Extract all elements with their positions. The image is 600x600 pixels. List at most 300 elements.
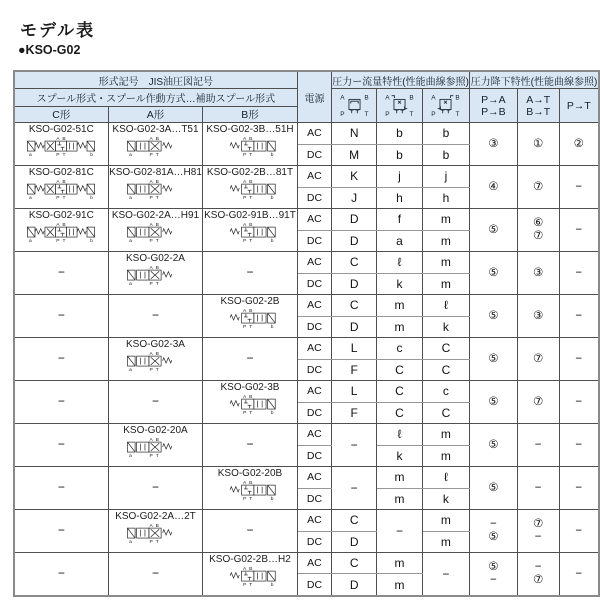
svg-text:P: P [150,454,154,460]
svg-text:B: B [156,222,160,228]
spool-col-c-header: C形 [14,107,108,123]
svg-text:A: A [56,136,60,142]
svg-text:b: b [270,196,274,202]
model-cell-b [203,510,297,553]
model-code: KSO-G02-2B…81T [206,167,294,178]
svg-text:T: T [249,239,253,245]
valve-symbol [17,221,105,247]
svg-text:T: T [249,497,253,503]
pressure-drop-value: − [575,266,583,279]
flow-value-cell-ac: f [377,209,423,231]
svg-text:P: P [242,196,247,202]
svg-text:T: T [249,411,253,417]
svg-text:P: P [339,111,345,118]
model-cell-c [14,424,108,467]
header-row-1 [14,71,599,89]
svg-text:P: P [150,153,154,159]
svg-text:P: P [150,282,154,288]
pressure-drop-cell-1 [469,510,517,553]
pressure-drop-value: ⑦ [533,180,544,193]
flow-value-cell-dc: b [377,144,423,166]
svg-text:T: T [249,196,253,202]
svg-text:T: T [156,282,160,288]
svg-text:P: P [150,239,154,245]
flow-value-cell-ac: b [377,123,423,145]
flow-value-cell-dc: b [422,144,469,166]
model-cell-b [203,424,297,467]
svg-text:T: T [249,153,253,159]
svg-text:P: P [242,325,247,331]
svg-text:B: B [249,308,253,314]
pressure-drop-cell-1 [469,295,517,338]
flow-value-cell-dc: m [422,273,469,295]
pressure-drop-value: − [575,438,583,451]
pressure-drop-cell-3 [559,166,599,209]
pressure-drop-cell-3 [559,510,599,553]
pressure-drop-value: ⑦ [533,230,544,242]
model-cell-a [108,553,203,597]
pressure-drop-value: − [490,574,497,586]
valve-symbol [111,522,199,548]
pressure-drop-value: ④ [488,180,499,193]
svg-text:A: A [242,222,247,228]
svg-text:T: T [364,111,369,118]
pressure-drop-value: ⑤ [488,438,499,451]
valve-symbol [111,178,199,204]
empty-cell-dash: − [246,523,254,537]
flow-value-cell-dc: C [422,402,469,424]
model-code: KSO-G02-3A [126,339,185,350]
model-cell-c [14,166,108,209]
flow-value-cell-ac: c [422,381,469,403]
pressure-drop-value: ⑦ [533,352,544,365]
flow-symbol-1-icon [332,89,377,123]
flow-value-cell-dc: C [377,402,423,424]
drop-col-at-bt-header [517,89,559,123]
flow-value-cell-ac: m [422,424,469,446]
svg-text:P: P [242,583,247,589]
pressure-drop-cell-2 [517,424,559,467]
pressure-drop-value: ⑤ [488,561,499,573]
svg-text:T: T [156,196,160,202]
svg-text:B: B [249,566,253,572]
flow-value-cell-ac: C [332,295,377,317]
svg-text:T: T [62,196,66,202]
power-dc-cell: DC [297,359,332,381]
model-cell-c [14,252,108,295]
flow-value-cell-dc: a [377,230,423,252]
svg-text:A: A [242,566,247,572]
svg-text:A: A [150,523,154,529]
valve-center-position-symbol-icon [336,90,373,118]
power-dc-cell: DC [297,316,332,338]
pressure-drop-cell-1 [469,166,517,209]
valve-symbol [206,565,294,591]
model-row-2-ac [14,166,599,188]
flow-value-cell-ac: ℓ [422,467,469,489]
model-code: KSO-G02-51C [28,124,94,135]
svg-text:A: A [242,136,247,142]
svg-text:B: B [62,222,67,228]
svg-text:T: T [455,111,460,118]
svg-text:B: B [156,136,160,142]
pressure-drop-cell-3 [559,381,599,424]
svg-text:T: T [249,583,253,589]
model-cell-c [14,209,108,252]
model-cell-c [14,123,108,166]
pressure-drop-cell-3 [559,252,599,295]
flow-value-cell-dc: F [332,402,377,424]
svg-text:T: T [62,239,66,245]
empty-cell-dash: − [57,394,65,408]
svg-text:A: A [150,265,154,271]
pressure-drop-value: ⑤ [488,395,499,408]
flow-value-cell-dc: m [377,316,423,338]
power-ac-cell: AC [297,252,332,274]
svg-text:b: b [270,325,274,331]
empty-cell-dash: − [246,351,254,365]
pressure-drop-value: ③ [533,309,544,322]
flow-value-cell-dc: m [377,488,423,510]
pressure-drop-cell-2 [517,553,559,597]
valve-symbol [206,307,294,333]
flow-value-cell-ac: ℓ [377,424,423,446]
pressure-drop-value: − [575,395,583,408]
empty-cell-dash: − [151,394,159,408]
flow-value-cell: − [332,424,377,467]
model-row-7-ac [14,381,599,403]
svg-text:a: a [129,239,133,245]
power-dc-cell: DC [297,187,332,209]
valve-symbol [206,393,294,419]
svg-text:A: A [150,351,154,357]
svg-text:P: P [242,153,247,159]
power-dc-cell: DC [297,273,332,295]
empty-cell-dash: − [57,351,65,365]
model-code: KSO-G02-20A [123,425,188,436]
flow-value-cell-dc: D [332,574,377,596]
pressure-drop-value: − [575,481,583,494]
model-row-8-ac [14,424,599,446]
valve-symbol [111,264,199,290]
power-ac-cell: AC [297,553,332,574]
flow-value-cell-ac: C [377,381,423,403]
model-cell-c [14,295,108,338]
pressure-drop-value: − [575,309,583,322]
model-code: KSO-G02-81C [28,167,94,178]
model-code: KSO-G02-81A…H81 [109,167,202,178]
model-cell-b [203,467,297,510]
drop-col-line: P→B [481,105,506,118]
drop-section-header: 圧力降下特性(性能曲線参照) [469,71,599,89]
pressure-drop-value: ③ [533,266,544,279]
pressure-drop-value: − [534,438,542,451]
pressure-drop-value: ③ [488,137,499,150]
flow-value-cell-dc: m [422,531,469,553]
model-cell-b [203,295,297,338]
power-dc-cell: DC [297,402,332,424]
svg-text:B: B [249,394,253,400]
svg-text:a: a [129,282,133,288]
pressure-drop-cell-1 [469,424,517,467]
flow-value-cell-dc: C [377,359,423,381]
svg-text:B: B [62,136,67,142]
valve-symbol [111,436,199,462]
model-cell-a [108,123,203,166]
svg-text:A: A [242,480,247,486]
empty-cell-dash: − [57,437,65,451]
pressure-drop-cell-1 [469,553,517,597]
svg-text:B: B [249,136,253,142]
model-cell-c [14,553,108,597]
flow-value-cell-ac: C [332,510,377,532]
svg-text:B: B [156,179,160,185]
pressure-drop-value: ⑦ [533,574,544,586]
model-cell-a [108,338,203,381]
model-cell-c [14,467,108,510]
pressure-drop-value: ⑤ [488,531,499,543]
model-code: KSO-G02-91B…91T [204,210,296,221]
flow-value-cell-ac: L [332,338,377,360]
svg-text:A: A [56,179,60,185]
model-cell-a [108,381,203,424]
model-code: KSO-G02-91C [28,210,94,221]
pressure-drop-value: − [575,180,583,193]
spool-subtitle-header: スプール形式・スプール作動方式…補助スプール形式 [14,89,297,107]
flow-value-cell-dc: h [377,187,423,209]
model-section-header: 形式記号 JIS油圧図記号 [14,71,297,89]
svg-text:b: b [270,583,274,589]
svg-text:b: b [90,196,94,202]
svg-text:P: P [56,196,60,202]
model-cell-c [14,381,108,424]
power-dc-cell: DC [297,488,332,510]
model-table [13,70,600,597]
svg-text:P: P [56,239,60,245]
valve-symbol [17,178,105,204]
power-column-header: 電源 [297,71,332,123]
pressure-drop-cell-1 [469,123,517,166]
model-cell-a [108,166,203,209]
model-row-6-ac [14,338,599,360]
flow-value-cell-ac: D [332,209,377,231]
svg-text:A: A [56,222,60,228]
svg-text:B: B [455,94,461,102]
power-ac-cell: AC [297,467,332,489]
valve-symbol [17,135,105,161]
power-ac-cell: AC [297,338,332,360]
svg-text:P: P [242,239,247,245]
pressure-drop-value: ⑦ [533,518,544,530]
power-dc-cell: DC [297,574,332,596]
power-ac-cell: AC [297,166,332,188]
flow-value-cell-dc: h [422,187,469,209]
valve-symbol [111,221,199,247]
flow-value-cell-ac: m [377,553,423,574]
model-row-4-ac [14,252,599,274]
flow-value-cell-ac: m [422,252,469,274]
pressure-drop-cell-3 [559,553,599,597]
svg-text:a: a [129,368,133,374]
drop-col-line: P→T [566,99,591,112]
empty-cell-dash: − [151,566,159,580]
flow-value-cell-dc: k [377,273,423,295]
pressure-drop-cell-2 [517,467,559,510]
svg-text:T: T [156,540,160,546]
power-ac-cell: AC [297,295,332,317]
page-title: モデル表 [20,21,96,40]
power-dc-cell: DC [297,445,332,467]
pressure-drop-cell-3 [559,467,599,510]
power-ac-cell: AC [297,209,332,231]
empty-cell-dash: − [57,566,65,580]
valve-symbol [206,479,294,505]
svg-text:T: T [249,325,253,331]
drop-col-line: B→T [526,105,551,118]
valve-symbol [111,135,199,161]
flow-value-cell: − [422,553,469,597]
model-row-10-ac [14,510,599,532]
model-cell-b [203,381,297,424]
svg-text:b: b [270,239,274,245]
flow-value-cell-dc: k [377,445,423,467]
flow-value-cell-ac: j [422,166,469,188]
empty-cell-dash: − [57,523,65,537]
model-code: KSO-G02-2B [220,296,280,307]
svg-text:A: A [150,222,154,228]
empty-cell-dash: − [246,265,254,279]
svg-text:A: A [385,94,390,102]
flow-symbol-3-icon [422,89,469,123]
svg-text:A: A [431,94,437,102]
empty-cell-dash: − [246,437,254,451]
pressure-drop-cell-2 [517,123,559,166]
pressure-drop-cell-2 [517,166,559,209]
flow-value-cell-dc: J [332,187,377,209]
pressure-drop-value: − [534,481,542,494]
flow-value-cell-dc: m [422,445,469,467]
flow-value-cell-ac: N [332,123,377,145]
pressure-drop-cell-2 [517,381,559,424]
model-row-1-ac [14,123,599,145]
model-row-5-ac [14,295,599,317]
pressure-drop-cell-1 [469,381,517,424]
svg-text:b: b [90,153,94,159]
model-code: KSO-G02-3B…51H [206,124,294,135]
flow-value-cell-dc: D [332,531,377,553]
svg-text:B: B [156,351,160,357]
svg-text:a: a [29,153,33,159]
svg-text:A: A [150,179,154,185]
empty-cell-dash: − [151,308,159,322]
svg-text:B: B [249,179,253,185]
pressure-drop-cell-2 [517,338,559,381]
flow-value-cell-dc: D [332,230,377,252]
svg-text:a: a [29,239,33,245]
drop-col-line: A→T [526,93,551,106]
pressure-drop-value: − [575,567,583,580]
pressure-drop-value: − [534,531,542,543]
svg-text:B: B [156,437,160,443]
svg-text:T: T [156,239,160,245]
flow-value-cell-ac: m [422,209,469,231]
pressure-drop-value: ⑦ [533,395,544,408]
svg-text:P: P [150,540,154,546]
flow-value-cell-dc: m [422,230,469,252]
svg-text:a: a [129,454,133,460]
svg-text:P: P [242,497,247,503]
flow-value-cell-ac: b [422,123,469,145]
svg-text:T: T [156,454,160,460]
svg-text:A: A [242,179,247,185]
valve-b-side-position-symbol-icon [427,90,464,118]
pressure-drop-value: ⑥ [533,217,544,229]
pressure-drop-value: ⑤ [488,481,499,494]
drop-col-pa-pb-header [469,89,517,123]
svg-text:A: A [242,394,247,400]
flow-value-cell-ac: m [422,510,469,532]
model-code: KSO-G02-3B [220,382,280,393]
svg-text:B: B [249,480,253,486]
pressure-drop-cell-2 [517,209,559,252]
model-cell-b [203,123,297,166]
model-cell-a [108,510,203,553]
spool-col-a-header: A形 [108,107,203,123]
model-code: KSO-G02-20B [217,468,283,479]
svg-text:T: T [156,368,160,374]
svg-text:T: T [156,153,160,159]
model-cell-c [14,338,108,381]
pressure-drop-cell-1 [469,252,517,295]
pressure-drop-value: ① [533,137,544,150]
flow-value-cell-ac: C [332,252,377,274]
flow-value-cell-dc: D [332,273,377,295]
svg-text:B: B [156,265,160,271]
power-ac-cell: AC [297,424,332,446]
model-cell-b [203,252,297,295]
pressure-drop-value: − [575,223,583,236]
flow-value-cell: − [377,510,423,553]
flow-value-cell-dc: F [332,359,377,381]
pressure-drop-cell-1 [469,338,517,381]
svg-text:a: a [129,196,133,202]
power-dc-cell: DC [297,230,332,252]
svg-text:A: A [150,437,154,443]
empty-cell-dash: − [57,308,65,322]
flow-value-cell-ac: m [377,295,423,317]
pressure-drop-value: ⑤ [488,223,499,236]
svg-text:b: b [270,153,274,159]
model-cell-b [203,166,297,209]
pressure-drop-cell-2 [517,295,559,338]
model-row-9-ac [14,467,599,489]
svg-text:A: A [339,94,345,102]
svg-text:P: P [242,411,247,417]
valve-symbol [206,135,294,161]
flow-value-cell-ac: m [377,467,423,489]
svg-text:P: P [150,368,154,374]
model-code: KSO-G02-2A…H91 [111,210,200,221]
svg-text:a: a [129,153,133,159]
product-code: ●KSO-G02 [18,43,81,57]
pressure-drop-cell-2 [517,510,559,553]
svg-text:P: P [56,153,60,159]
pressure-drop-cell-3 [559,209,599,252]
svg-text:B: B [156,523,160,529]
model-code: KSO-G02-2B…H2 [209,554,291,565]
svg-text:a: a [29,196,33,202]
power-ac-cell: AC [297,510,332,532]
